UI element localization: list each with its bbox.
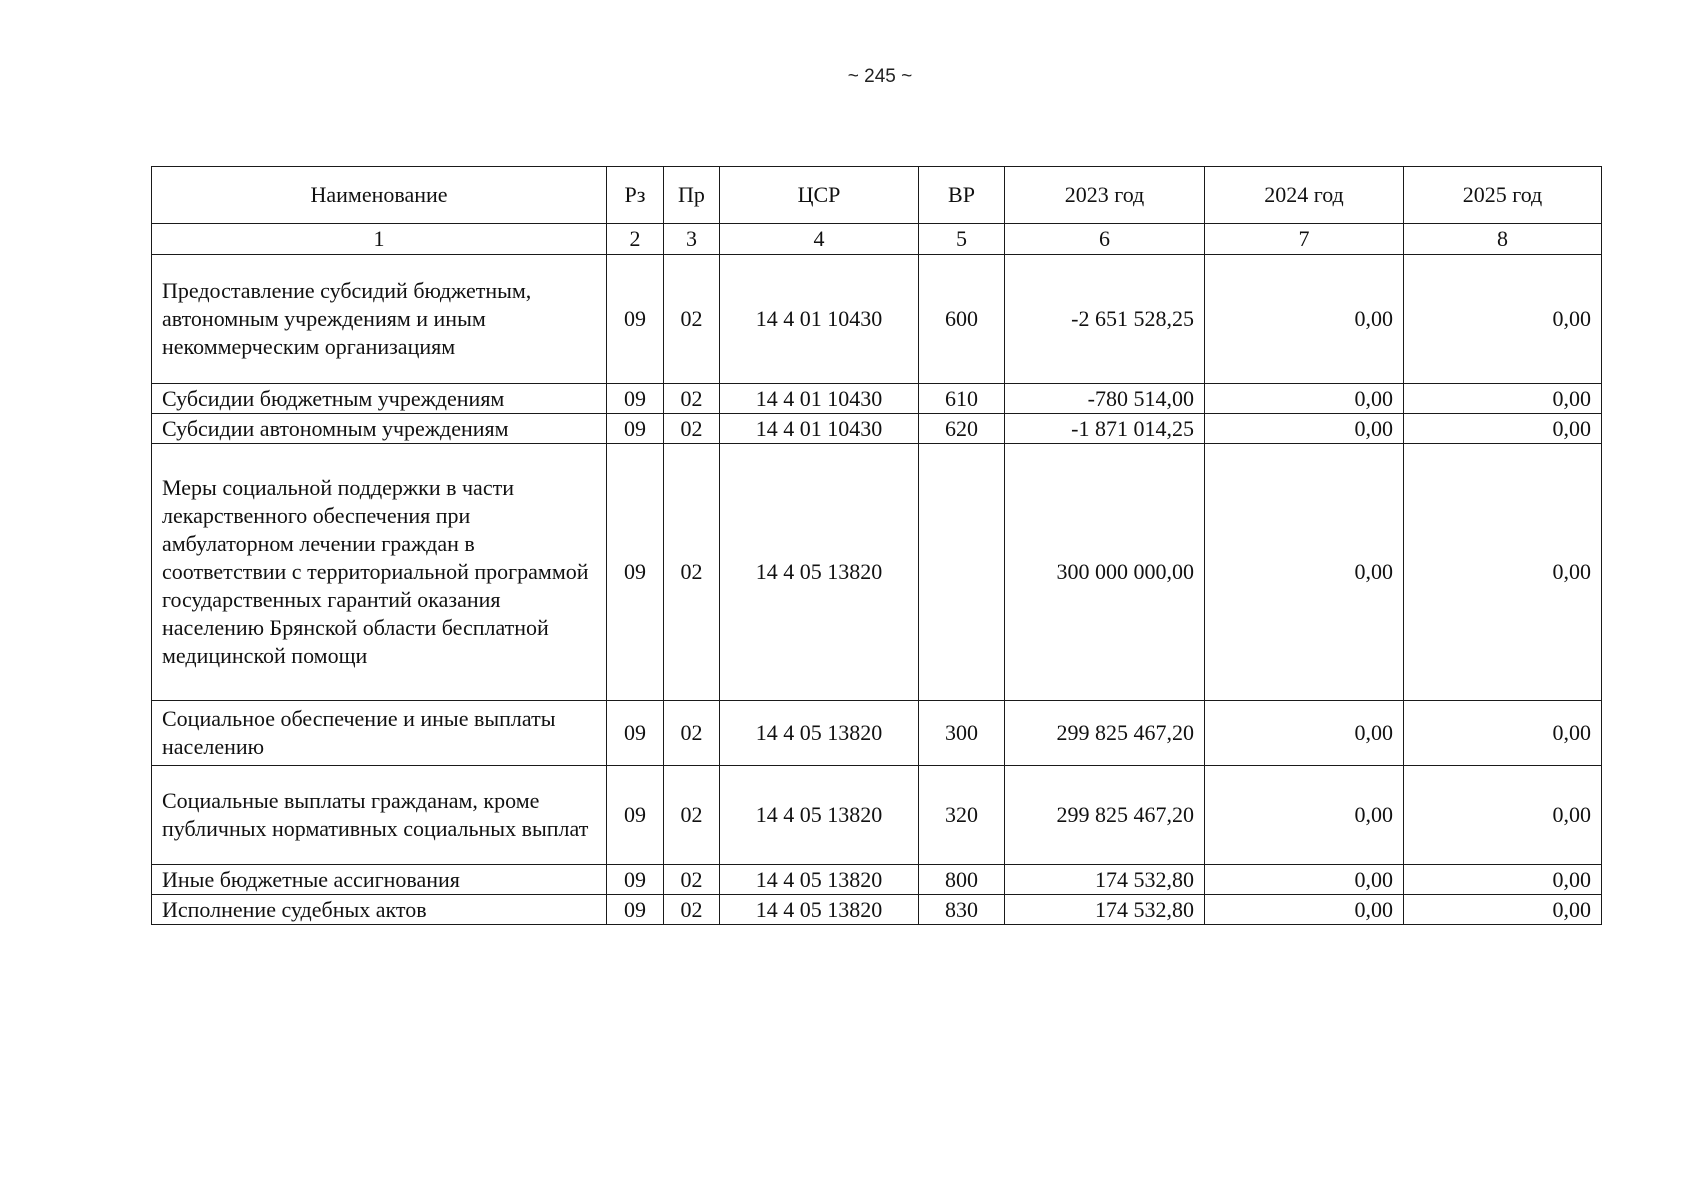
table-row xyxy=(152,414,1602,444)
row-rz: 09 xyxy=(607,414,664,444)
row-2023: -2 651 528,25 xyxy=(1005,255,1205,384)
row-pr: 02 xyxy=(664,444,720,701)
row-name: Исполнение судебных актов xyxy=(152,895,607,925)
row-2024: 0,00 xyxy=(1205,384,1404,414)
row-2024: 0,00 xyxy=(1205,701,1404,766)
row-2025: 0,00 xyxy=(1404,865,1602,895)
row-2024: 0,00 xyxy=(1205,766,1404,865)
row-name: Меры социальной поддержки в части лекарственного обеспечения при амбулаторном лечении граждан в соответствии с территориальной программой государственных гарантий оказания населению Брянской области бесплатной медицинской помощи xyxy=(152,444,607,701)
row-2024: 0,00 xyxy=(1205,865,1404,895)
table-row xyxy=(152,865,1602,895)
row-2024: 0,00 xyxy=(1205,444,1404,701)
table-row xyxy=(152,766,1602,865)
row-vr xyxy=(919,444,1005,701)
row-2024: 0,00 xyxy=(1205,255,1404,384)
row-2023: 174 532,80 xyxy=(1005,865,1205,895)
page-number: ~ 245 ~ xyxy=(847,66,913,87)
row-2023: 300 000 000,00 xyxy=(1005,444,1205,701)
table-row xyxy=(152,444,1602,701)
row-pr: 02 xyxy=(664,701,720,766)
header-2024: 2024 год xyxy=(1205,167,1404,224)
column-number: 4 xyxy=(720,224,919,255)
row-2023: -1 871 014,25 xyxy=(1005,414,1205,444)
row-2025: 0,00 xyxy=(1404,701,1602,766)
header-vr: ВР xyxy=(919,167,1005,224)
column-number-row xyxy=(152,224,1602,255)
table-row xyxy=(152,384,1602,414)
row-csr: 14 4 05 13820 xyxy=(720,766,919,865)
row-2025: 0,00 xyxy=(1404,766,1602,865)
row-2025: 0,00 xyxy=(1404,895,1602,925)
row-csr: 14 4 05 13820 xyxy=(720,701,919,766)
header-row xyxy=(152,167,1602,224)
row-name: Иные бюджетные ассигнования xyxy=(152,865,607,895)
row-csr: 14 4 05 13820 xyxy=(720,865,919,895)
row-name: Субсидии бюджетным учреждениям xyxy=(152,384,607,414)
row-rz: 09 xyxy=(607,255,664,384)
column-number: 7 xyxy=(1205,224,1404,255)
header-name: Наименование xyxy=(152,167,607,224)
row-name: Социальное обеспечение и иные выплаты населению xyxy=(152,701,607,766)
row-csr: 14 4 01 10430 xyxy=(720,384,919,414)
row-rz: 09 xyxy=(607,384,664,414)
row-vr: 830 xyxy=(919,895,1005,925)
column-number: 2 xyxy=(607,224,664,255)
table-row xyxy=(152,895,1602,925)
row-name: Социальные выплаты гражданам, кроме публичных нормативных социальных выплат xyxy=(152,766,607,865)
row-2023: 299 825 467,20 xyxy=(1005,701,1205,766)
row-2025: 0,00 xyxy=(1404,255,1602,384)
header-csr: ЦСР xyxy=(720,167,919,224)
row-csr: 14 4 05 13820 xyxy=(720,444,919,701)
row-2025: 0,00 xyxy=(1404,414,1602,444)
row-rz: 09 xyxy=(607,865,664,895)
row-csr: 14 4 01 10430 xyxy=(720,255,919,384)
row-pr: 02 xyxy=(664,384,720,414)
row-2024: 0,00 xyxy=(1205,895,1404,925)
table-row xyxy=(152,255,1602,384)
row-2023: 299 825 467,20 xyxy=(1005,766,1205,865)
column-number: 3 xyxy=(664,224,720,255)
row-rz: 09 xyxy=(607,701,664,766)
header-pr: Пр xyxy=(664,167,720,224)
header-2025: 2025 год xyxy=(1404,167,1602,224)
row-csr: 14 4 05 13820 xyxy=(720,895,919,925)
row-rz: 09 xyxy=(607,895,664,925)
row-2024: 0,00 xyxy=(1205,414,1404,444)
row-pr: 02 xyxy=(664,895,720,925)
row-vr: 800 xyxy=(919,865,1005,895)
row-csr: 14 4 01 10430 xyxy=(720,414,919,444)
header-rz: Рз xyxy=(607,167,664,224)
table-row xyxy=(152,701,1602,766)
row-name: Предоставление субсидий бюджетным, автономным учреждениям и иным некоммерческим организациям xyxy=(152,255,607,384)
row-pr: 02 xyxy=(664,414,720,444)
row-vr: 610 xyxy=(919,384,1005,414)
row-pr: 02 xyxy=(664,766,720,865)
row-pr: 02 xyxy=(664,865,720,895)
budget-table xyxy=(151,166,1602,925)
column-number: 6 xyxy=(1005,224,1205,255)
row-vr: 600 xyxy=(919,255,1005,384)
column-number: 1 xyxy=(152,224,607,255)
column-number: 5 xyxy=(919,224,1005,255)
row-2023: 174 532,80 xyxy=(1005,895,1205,925)
row-vr: 320 xyxy=(919,766,1005,865)
row-pr: 02 xyxy=(664,255,720,384)
row-name: Субсидии автономным учреждениям xyxy=(152,414,607,444)
row-2023: -780 514,00 xyxy=(1005,384,1205,414)
row-2025: 0,00 xyxy=(1404,444,1602,701)
row-vr: 300 xyxy=(919,701,1005,766)
row-2025: 0,00 xyxy=(1404,384,1602,414)
column-number: 8 xyxy=(1404,224,1602,255)
row-rz: 09 xyxy=(607,766,664,865)
row-rz: 09 xyxy=(607,444,664,701)
row-vr: 620 xyxy=(919,414,1005,444)
header-2023: 2023 год xyxy=(1005,167,1205,224)
